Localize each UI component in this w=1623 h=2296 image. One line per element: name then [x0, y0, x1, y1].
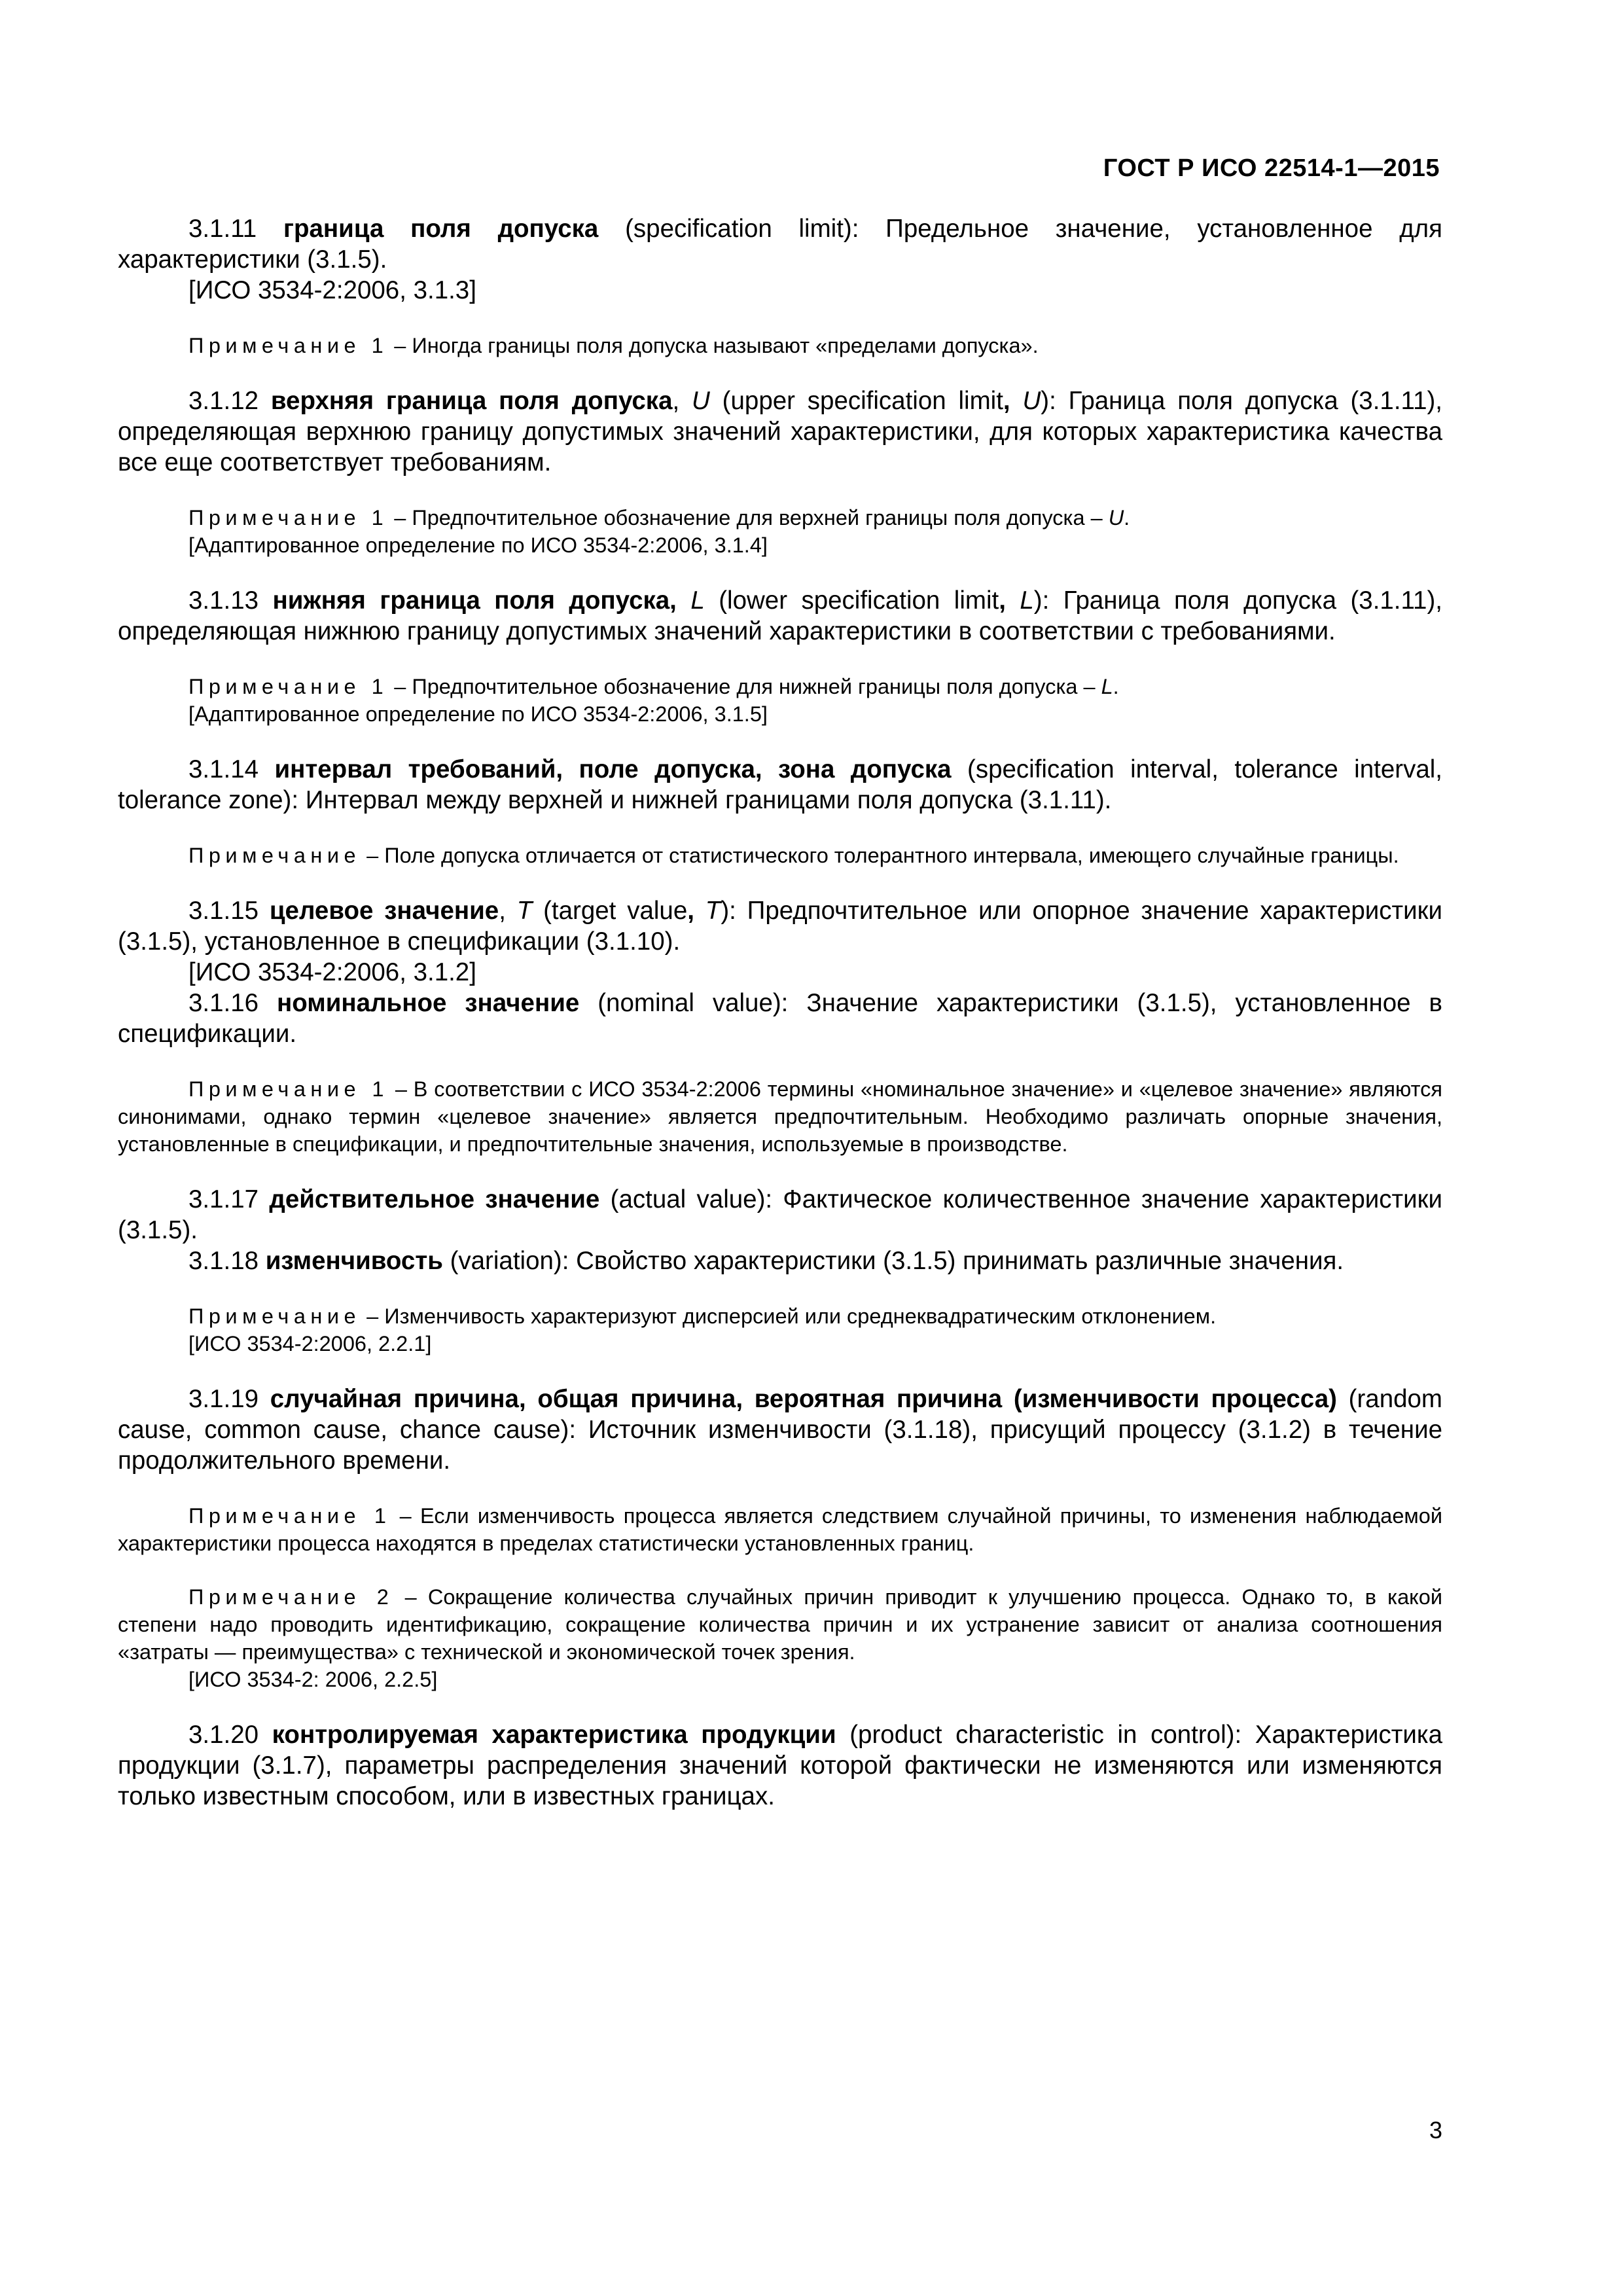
definition-text: (random cause, common cause, chance cause): Источник изменчивости (3.1.18), присущий процессу (3.1.2) в течение продолжительного времени.	[118, 1385, 1443, 1475]
term-symbol: U	[1022, 387, 1041, 415]
source-reference: [Адаптированное определение по ИСО 3534-2:2006, 3.1.5]	[188, 702, 768, 726]
clause-number: 3.1.12	[188, 387, 259, 415]
note-label: Примечание 1	[188, 1077, 389, 1101]
source-reference: [ИСО 3534-2:2006, 2.2.1]	[188, 1332, 432, 1355]
definition-text: ): Предпочтительное или опорное значение характеристики (3.1.5), установленное в спецификации (3.1.10).	[118, 897, 1443, 956]
definition-3-1-19	[118, 1384, 1442, 1476]
term: интервал требований, поле допуска, зона допуска	[274, 755, 952, 783]
term: граница поля допуска	[283, 215, 599, 243]
note	[118, 842, 1442, 869]
note-text: – Предпочтительное обозначение для нижней границы поля допуска –	[388, 675, 1101, 698]
source-reference: [Адаптированное определение по ИСО 3534-2:2006, 3.1.4]	[188, 533, 768, 557]
definition-text: (upper specification limit	[709, 387, 1003, 415]
term: номинальное значение	[277, 989, 580, 1017]
definition-text: ): Граница поля допуска (3.1.11), определяющая нижнюю границу допустимых значений характеристики в соответствии с требованиями.	[118, 586, 1442, 645]
note-text: – Предпочтительное обозначение для верхней границы поля допуска –	[388, 506, 1109, 529]
note	[118, 332, 1442, 359]
definition-3-1-14	[118, 754, 1442, 816]
note-label: Примечание 1	[188, 1504, 391, 1528]
note-text: – В соответствии с ИСО 3534-2:2006 термины «номинальное значение» и «целевое значение» являются синонимами, однако термин «целевое значение» является предпочтительным. Необходимо различать опорные значения, установленные в спецификации, и предпочтительные значения, используемые в производстве.	[118, 1077, 1442, 1156]
note-symbol: U	[1108, 506, 1124, 529]
page-number: 3	[1429, 2117, 1442, 2144]
definition-text: (lower specification limit	[704, 586, 999, 615]
clause-number: 3.1.11	[188, 215, 257, 243]
definition-3-1-15: 3.1.15 целевое значение, T (target value, T): Предпочтительное или опорное значение характеристики (3.1.5), установленное в спецификации (3.1.10).	[118, 897, 1443, 956]
note: Примечание 1 – Предпочтительное обозначение для верхней границы поля допуска – U.	[188, 506, 1130, 529]
source-reference: [ИСО 3534-2:2006, 3.1.2]	[188, 958, 476, 986]
definition-3-1-11	[118, 213, 1442, 275]
term: целевое значение	[269, 897, 499, 925]
note-symbol: L	[1101, 675, 1113, 698]
source-reference: [ИСО 3534-2:2006, 3.1.3]	[188, 276, 476, 304]
definition-text: (actual value): Фактическое количественное значение характеристики (3.1.5).	[118, 1185, 1442, 1244]
document-header: ГОСТ Р ИСО 22514-1—2015	[1103, 154, 1440, 182]
term-symbol: L	[1020, 586, 1034, 615]
note-label: Примечание	[188, 1304, 361, 1328]
note	[118, 1583, 1442, 1666]
definition-text: (specification limit): Предельное значение, установленное для характеристики (3.1.5).	[118, 215, 1442, 274]
note-text: – Сокращение количества случайных причин приводит к улучшению процесса. Однако то, в какой степени надо проводить идентификацию, сокращение количества причин и их устранение зависит от анализа соотношения «затраты — преимущества» с технической и экономической точек зрения.	[118, 1585, 1442, 1664]
term: контролируемая характеристика продукции	[272, 1721, 836, 1749]
definition-text: (product characteristic in control): Характеристика продукции (3.1.7), параметры распределения значений которой фактически не изменяются или изменяются только известным способом, или в известных границах.	[118, 1721, 1442, 1810]
note-label: Примечание 1	[188, 675, 389, 698]
definition-text: (target value	[532, 897, 688, 925]
note-text: – Поле допуска отличается от статистического толерантного интервала, имеющего случайные границы.	[361, 844, 1399, 867]
term-symbol: L	[690, 586, 705, 615]
term: изменчивость	[265, 1247, 443, 1275]
term: случайная причина, общая причина, вероятная причина (изменчивости процесса)	[270, 1385, 1337, 1413]
note: Примечание 1 – Предпочтительное обозначение для нижней границы поля допуска – L.	[188, 675, 1119, 698]
clause-number: 3.1.14	[188, 755, 259, 783]
definition-3-1-12: 3.1.12 верхняя граница поля допуска, U (upper specification limit, U): Граница поля допуска (3.1.11), определяющая верхнюю границу допустимых значений характеристики, для которых характеристика качества все еще соответствует требованиям.	[118, 387, 1443, 476]
term: действительное значение	[269, 1185, 600, 1213]
definition-text: (specification interval, tolerance interval, tolerance zone): Интервал между верхней и нижней границами поля допуска (3.1.11).	[118, 755, 1442, 814]
clause-number: 3.1.15	[188, 897, 259, 925]
source-reference: [ИСО 3534-2: 2006, 2.2.5]	[188, 1668, 438, 1691]
document-body	[118, 213, 1442, 1812]
note	[118, 1502, 1442, 1557]
note	[118, 1075, 1442, 1158]
definition-3-1-13: 3.1.13 нижняя граница поля допуска, L (lower specification limit, L): Граница поля допуска (3.1.11), определяющая нижнюю границу допустимых значений характеристики в соответствии с требованиями.	[118, 586, 1442, 645]
note-label: Примечание	[188, 844, 361, 867]
term-symbol: T	[705, 897, 721, 925]
clause-number: 3.1.17	[188, 1185, 259, 1213]
note-label: Примечание 2	[188, 1585, 394, 1609]
term: верхняя граница поля допуска	[270, 387, 673, 415]
definition-text: (variation): Свойство характеристики (3.1.5) принимать различные значения.	[442, 1247, 1344, 1275]
definition-3-1-20	[118, 1719, 1442, 1812]
note-text: – Иногда границы поля допуска называют «пределами допуска».	[388, 334, 1039, 357]
note-text: – Изменчивость характеризуют дисперсией или среднеквадратическим отклонением.	[361, 1304, 1217, 1328]
definition-text: ): Граница поля допуска (3.1.11), определяющая верхнюю границу допустимых значений характеристики, для которых характеристика качества все еще соответствует требованиям.	[118, 387, 1443, 476]
clause-number: 3.1.18	[188, 1247, 259, 1275]
note-text: – Если изменчивость процесса является следствием случайной причины, то изменения наблюдаемой характеристики процесса находятся в пределах статистически установленных границ.	[118, 1504, 1442, 1555]
clause-number: 3.1.20	[188, 1721, 259, 1749]
note	[118, 1302, 1442, 1330]
clause-number: 3.1.16	[188, 989, 259, 1017]
term-symbol: U	[692, 387, 710, 415]
definition-3-1-17	[118, 1184, 1442, 1246]
definition-3-1-16	[118, 988, 1442, 1049]
term: нижняя граница поля допуска,	[272, 586, 677, 615]
term-symbol: T	[516, 897, 533, 925]
note-label: Примечание 1	[188, 334, 389, 357]
definition-text: (nominal value): Значение характеристики (3.1.5), установленное в спецификации.	[118, 989, 1442, 1048]
clause-number: 3.1.19	[188, 1385, 259, 1413]
note-label: Примечание 1	[188, 506, 389, 529]
definition-3-1-18	[118, 1246, 1442, 1276]
clause-number: 3.1.13	[188, 586, 259, 615]
